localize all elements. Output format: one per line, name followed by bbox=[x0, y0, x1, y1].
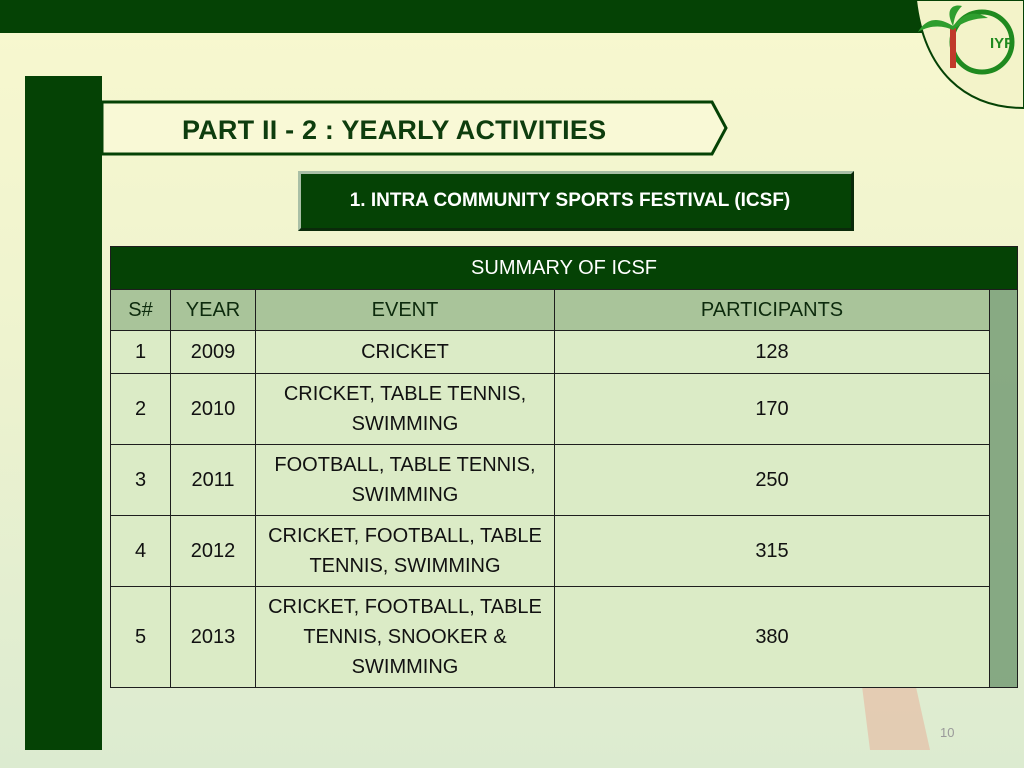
cell-year: 2009 bbox=[171, 331, 256, 374]
table-row bbox=[111, 331, 1018, 374]
table-row bbox=[111, 445, 1018, 516]
organization-logo bbox=[904, 0, 1024, 112]
cell-participants: 250 bbox=[555, 445, 990, 516]
header-event: EVENT bbox=[256, 290, 555, 331]
table-row bbox=[111, 587, 1018, 688]
logo-text: IYF bbox=[990, 35, 1014, 52]
subtitle-banner bbox=[298, 171, 854, 231]
table-side-fill bbox=[990, 290, 1018, 688]
cell-sn: 3 bbox=[111, 445, 171, 516]
header-participants: PARTICIPANTS bbox=[555, 290, 990, 331]
table-header-row bbox=[111, 290, 1018, 331]
subtitle-text: 1. INTRA COMMUNITY SPORTS FESTIVAL (ICSF) bbox=[349, 190, 791, 211]
cell-sn: 2 bbox=[111, 374, 171, 445]
page-title: PART II - 2 : YEARLY ACTIVITIES bbox=[182, 115, 607, 145]
logo-emblem bbox=[904, 0, 1024, 112]
left-side-bar bbox=[25, 76, 102, 750]
cell-sn: 5 bbox=[111, 587, 171, 688]
header-year: YEAR bbox=[171, 290, 256, 331]
cell-participants: 380 bbox=[555, 587, 990, 688]
cell-event: CRICKET, TABLE TENNIS, SWIMMING bbox=[256, 374, 555, 445]
palm-trunk-icon bbox=[950, 28, 956, 68]
cell-event: CRICKET, FOOTBALL, TABLE TENNIS, SNOOKER & SWIMMING bbox=[256, 587, 555, 688]
cell-event: CRICKET, FOOTBALL, TABLE TENNIS, SWIMMING bbox=[256, 516, 555, 587]
page-number: 10 bbox=[940, 725, 955, 740]
cell-year: 2010 bbox=[171, 374, 256, 445]
table-caption: SUMMARY OF ICSF bbox=[111, 247, 1018, 290]
table-row bbox=[111, 374, 1018, 445]
table-caption-row bbox=[111, 247, 1018, 290]
cell-participants: 170 bbox=[555, 374, 990, 445]
cell-year: 2012 bbox=[171, 516, 256, 587]
cell-year: 2013 bbox=[171, 587, 256, 688]
cell-participants: 315 bbox=[555, 516, 990, 587]
header-sn: S# bbox=[111, 290, 171, 331]
cell-event: CRICKET bbox=[256, 331, 555, 374]
top-header-bar bbox=[0, 0, 1024, 33]
icsf-summary-table bbox=[110, 246, 1018, 688]
cell-sn: 4 bbox=[111, 516, 171, 587]
cell-participants: 128 bbox=[555, 331, 990, 374]
cell-sn: 1 bbox=[111, 331, 171, 374]
cell-year: 2011 bbox=[171, 445, 256, 516]
table-row bbox=[111, 516, 1018, 587]
cell-event: FOOTBALL, TABLE TENNIS, SWIMMING bbox=[256, 445, 555, 516]
